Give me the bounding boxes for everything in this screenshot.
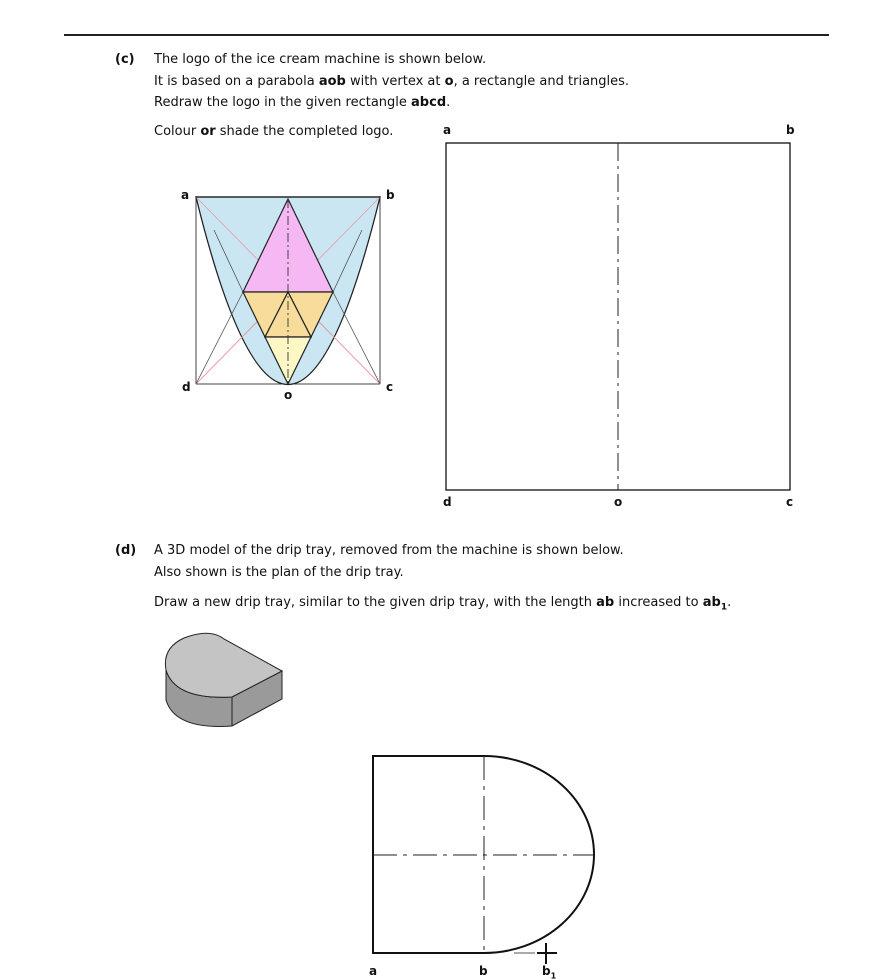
plan-label-a: a xyxy=(369,964,378,978)
rect-label-d: d xyxy=(443,495,452,509)
part-d-line3: Draw a new drip tray, similar to the given drip tray, with the length ab increased to $ab_1$. xyxy=(154,595,732,613)
part-c-line1: The logo of the ice cream machine is shown below. xyxy=(154,52,487,67)
part-c-line3: Redraw the logo in the given rectangle abcd. xyxy=(154,95,451,110)
part-c-line4: Colour or shade the completed logo. xyxy=(154,124,394,139)
rect-label-a: a xyxy=(443,123,452,137)
logo-label-b: b xyxy=(386,188,395,202)
part-d-line2: Also shown is the plan of the drip tray. xyxy=(154,565,404,580)
plan-label-b1: $b_1$ xyxy=(542,964,557,980)
rect-label-b: b xyxy=(786,123,795,137)
plan-label-b: b xyxy=(479,964,488,978)
part-c-label: (c) xyxy=(115,52,135,67)
logo-label-a: a xyxy=(181,188,190,202)
logo-label-c: c xyxy=(386,380,394,394)
part-d-label: (d) xyxy=(115,543,137,558)
part-c-line2: It is based on a parabola aob with vertex at o, a rectangle and triangles. xyxy=(154,74,630,89)
rect-label-o: o xyxy=(614,495,623,509)
logo-label-o: o xyxy=(284,388,293,402)
logo-label-d: d xyxy=(182,380,191,394)
part-d-line1: A 3D model of the drip tray, removed from the machine is shown below. xyxy=(154,543,624,558)
rect-label-c: c xyxy=(786,495,794,509)
